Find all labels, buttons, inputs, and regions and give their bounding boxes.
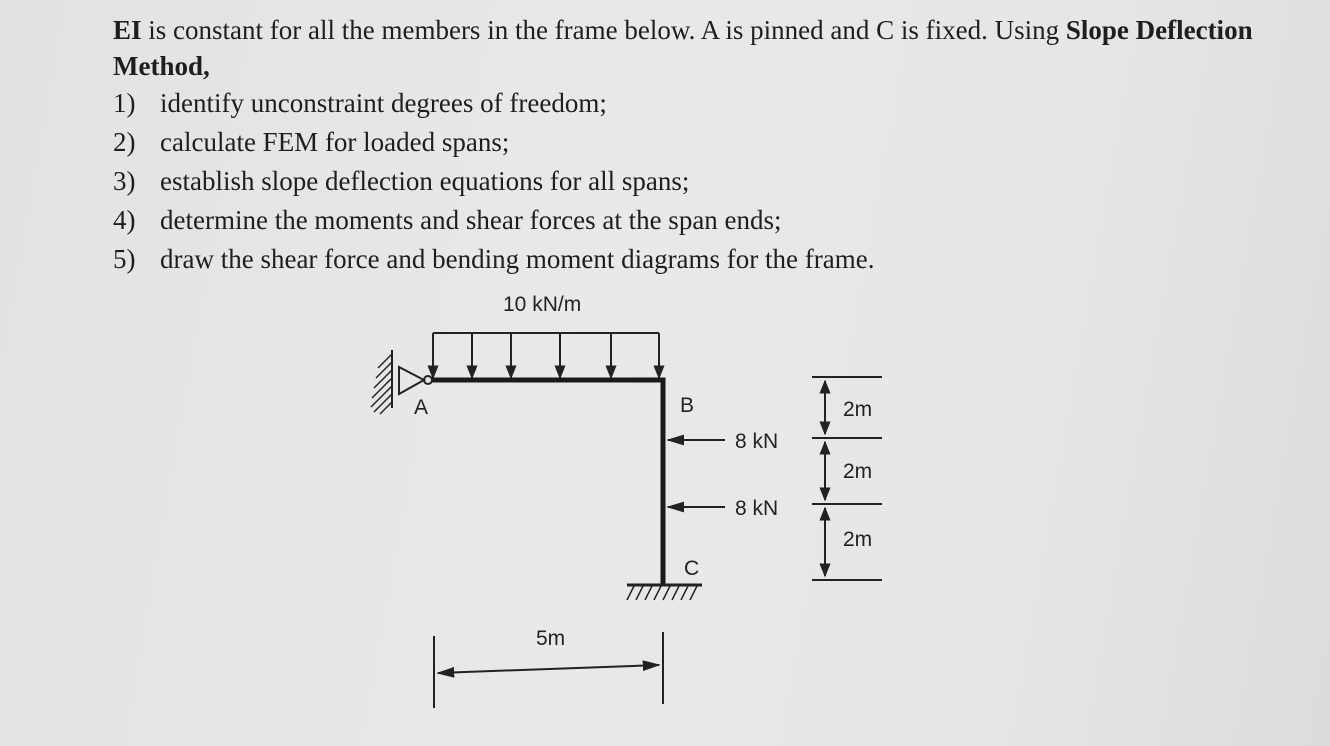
hatch-line: [672, 586, 679, 600]
intro-bold-method: Slope Deflection Method: [113, 15, 1253, 81]
task-text: calculate FEM for loaded spans;: [160, 127, 510, 157]
dim-label-2: 2m: [843, 460, 873, 483]
task-text: draw the shear force and bending moment diagrams for the frame.: [160, 244, 875, 274]
distributed-load: [433, 333, 659, 378]
hatch-line: [663, 586, 670, 600]
task-number: 4): [113, 205, 136, 235]
hatch-line: [627, 586, 634, 600]
fixed-support-c: [627, 585, 702, 600]
task-number: 2): [113, 127, 136, 157]
hatch-line: [374, 370, 392, 388]
task-number: 1): [113, 88, 136, 118]
hatch-line: [654, 586, 661, 600]
intro-end: ,: [203, 51, 210, 81]
hatch-line: [636, 586, 643, 600]
intro-bold-ei: EI: [113, 15, 142, 45]
udl-label: 10 kN/m: [503, 293, 582, 316]
span-arrow: [438, 665, 659, 673]
dim-label-3: 2m: [843, 528, 873, 551]
hatch-line: [378, 354, 392, 368]
span-label: 5m: [536, 627, 566, 650]
node-c-label: C: [684, 557, 700, 580]
pin-triangle: [399, 367, 424, 394]
node-a-label: A: [414, 396, 429, 419]
hatch-line: [376, 362, 392, 378]
hatch-line: [645, 586, 652, 600]
task-text: identify unconstraint degrees of freedom;: [160, 88, 607, 118]
node-b-label: B: [680, 394, 695, 417]
point-load-label-1: 8 kN: [735, 430, 779, 453]
point-load-label-2: 8 kN: [735, 497, 779, 520]
frame-members: [430, 380, 663, 584]
task-text: determine the moments and shear forces at the span ends;: [160, 205, 782, 235]
task-text: establish slope deflection equations for all spans;: [160, 166, 690, 196]
intro-text: is constant for all the members in the frame below. A is pinned and C is fixed. Using: [141, 15, 1066, 45]
hatch-line: [690, 586, 697, 600]
task-number: 3): [113, 166, 136, 196]
hatch-line: [374, 394, 392, 412]
hatch-line: [681, 586, 688, 600]
task-number: 5): [113, 244, 136, 274]
dim-label-1: 2m: [843, 398, 873, 421]
